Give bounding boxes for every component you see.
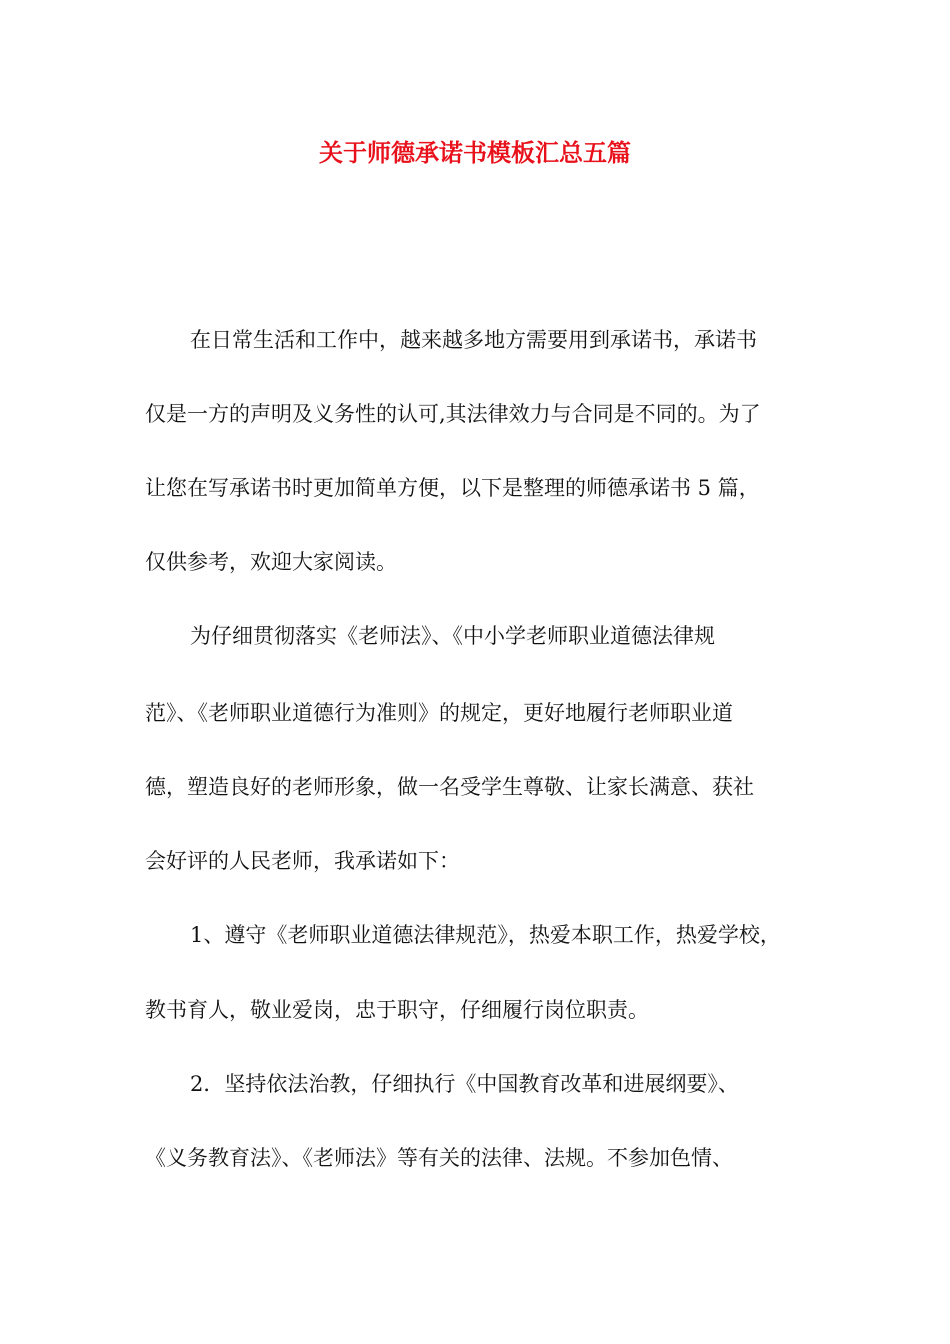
paragraph-1-line-2: 仅是一方的声明及义务性的认可,其法律效力与合同是不同的。为了 — [145, 402, 761, 426]
paragraph-1-line-3: 让您在写承诺书时更加简单方便，以下是整理的师德承诺书 5 篇， — [145, 476, 760, 500]
paragraph-3-line-1: 1、遵守《老师职业道德法律规范》，热爱本职工作，热爱学校， — [190, 923, 781, 947]
paragraph-4-line-2: 《义务教育法》、《老师法》等有关的法律、法规。不参加色情、 — [145, 1146, 733, 1170]
paragraph-2-line-2: 范》、《老师职业道德行为准则》的规定，更好地履行老师职业道 — [145, 701, 733, 725]
document-title: 关于师德承诺书模板汇总五篇 — [319, 138, 631, 167]
paragraph-2-line-1: 为仔细贯彻落实《老师法》、《中小学老师职业道德法律规 — [190, 624, 715, 648]
paragraph-2-line-3: 德，塑造良好的老师形象，做一名受学生尊敬、让家长满意、获社 — [145, 775, 754, 799]
paragraph-4-line-1: 2．坚持依法治教，仔细执行《中国教育改革和进展纲要》、 — [190, 1072, 739, 1096]
paragraph-3-line-2: 教书育人，敬业爱岗，忠于职守，仔细履行岗位职责。 — [145, 998, 649, 1022]
paragraph-1-line-1: 在日常生活和工作中，越来越多地方需要用到承诺书，承诺书 — [190, 328, 757, 352]
paragraph-1-line-4: 仅供参考，欢迎大家阅读。 — [145, 550, 397, 574]
paragraph-2-line-4: 会好评的人民老师，我承诺如下： — [145, 849, 460, 873]
